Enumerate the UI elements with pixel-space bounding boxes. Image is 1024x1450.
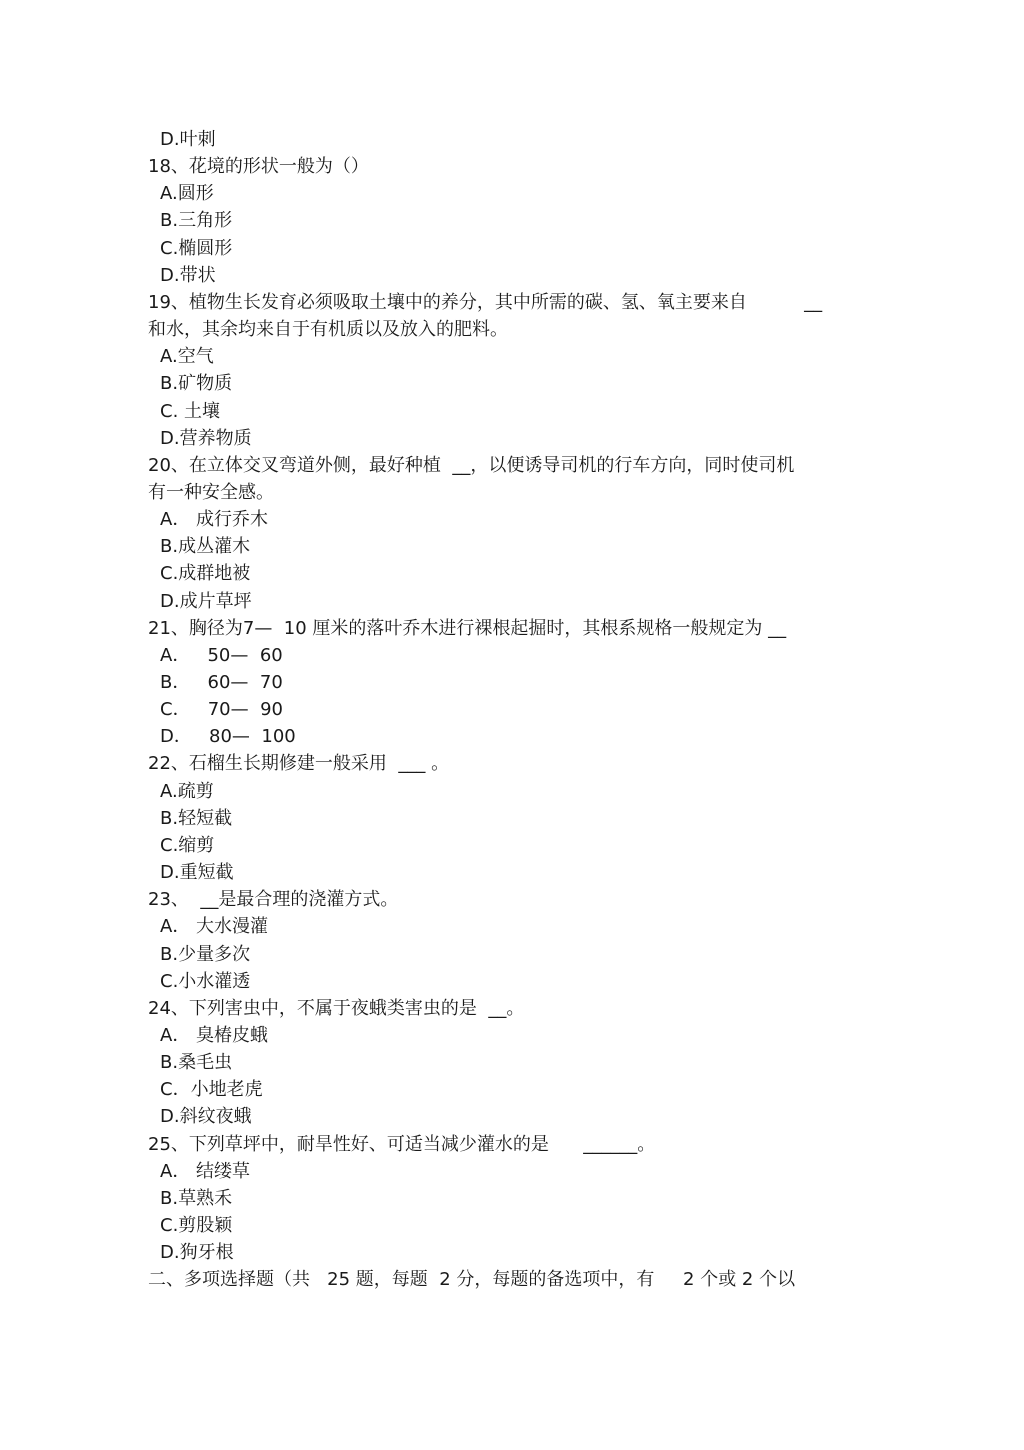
answer-option-line: C． 70— 90 [160, 699, 283, 721]
question-text-line: 20、在立体交叉弯道外侧，最好种植 __，以便诱导司机的行车方向，同时使司机 [148, 454, 795, 476]
answer-option-line: B.三角形 [160, 210, 233, 232]
answer-option-line: C.剪股颖 [160, 1215, 233, 1236]
answer-option-line: D.带状 [160, 264, 216, 286]
answer-option-line: B.轻短截 [160, 807, 233, 829]
answer-option-line: D.斜纹夜蛾 [160, 1106, 252, 1128]
answer-option-line: B.桑毛虫 [160, 1052, 233, 1074]
answer-option-line: C.小水灌透 [160, 970, 251, 992]
question-text-line: 22、石榴生长期修建一般采用 ___ 。 [148, 753, 450, 775]
answer-option-line: A． 成行乔木 [160, 509, 269, 531]
answer-option-line: A． 结缕草 [160, 1160, 251, 1182]
question-text-line: 19、植物生长发育必须吸取土壤中的养分，其中所需的碳、氢、氧主要来自 __ [148, 291, 823, 313]
question-text-line: 25、下列草坪中，耐旱性好、可适当减少灌水的是 ______。 [148, 1133, 656, 1155]
question-text-line: 21、胸径为7— 10 厘米的落叶乔木进行裸根起掘时，其根系规格一般规定为 __ [148, 617, 787, 639]
answer-option-line: B.少量多次 [160, 943, 251, 965]
answer-option-line: A． 臭椿皮蛾 [160, 1024, 269, 1046]
question-text-line: 23、 __是最合理的浇灌方式。 [148, 889, 399, 911]
question-text-line: 24、下列害虫中，不属于夜蛾类害虫的是 __。 [148, 997, 525, 1019]
answer-option-line: D.狗牙根 [160, 1242, 234, 1264]
answer-option-line: D.成片草坪 [160, 590, 252, 612]
answer-option-line: A． 50— 60 [160, 644, 283, 666]
question-text-line: 和水，其余均来自于有机质以及放入的肥料。 [148, 319, 508, 341]
answer-option-line: D.营养物质 [160, 427, 252, 449]
answer-option-line: C. 土壤 [160, 400, 221, 422]
answer-option-line: A.空气 [160, 346, 214, 368]
answer-option-line: A． 大水漫灌 [160, 916, 269, 938]
answer-option-line: D.重短截 [160, 862, 234, 884]
answer-option-line: C.成群地被 [160, 563, 251, 585]
answer-option-line: A.圆形 [160, 183, 214, 205]
answer-option-line: B.草熟禾 [160, 1187, 233, 1209]
question-text-line: 18、花境的形状一般为（） [148, 156, 369, 178]
answer-option-line: C.椭圆形 [160, 237, 233, 259]
answer-option-line: D.叶刺 [160, 129, 216, 150]
answer-option-line: C.缩剪 [160, 834, 215, 856]
question-text-line: 二、多项选择题（共 25 题，每题 2 分，每题的备选项中，有 2 个或 2 个以 [148, 1269, 796, 1291]
answer-option-line: D． 80— 100 [160, 726, 296, 748]
answer-option-line: C．小地老虎 [160, 1079, 263, 1101]
answer-option-line: B.成丛灌木 [160, 536, 251, 558]
answer-option-line: B.矿物质 [160, 373, 233, 395]
answer-option-line: B． 60— 70 [160, 672, 283, 693]
question-text-line: 有一种安全感。 [148, 481, 274, 503]
answer-option-line: A.疏剪 [160, 780, 214, 802]
